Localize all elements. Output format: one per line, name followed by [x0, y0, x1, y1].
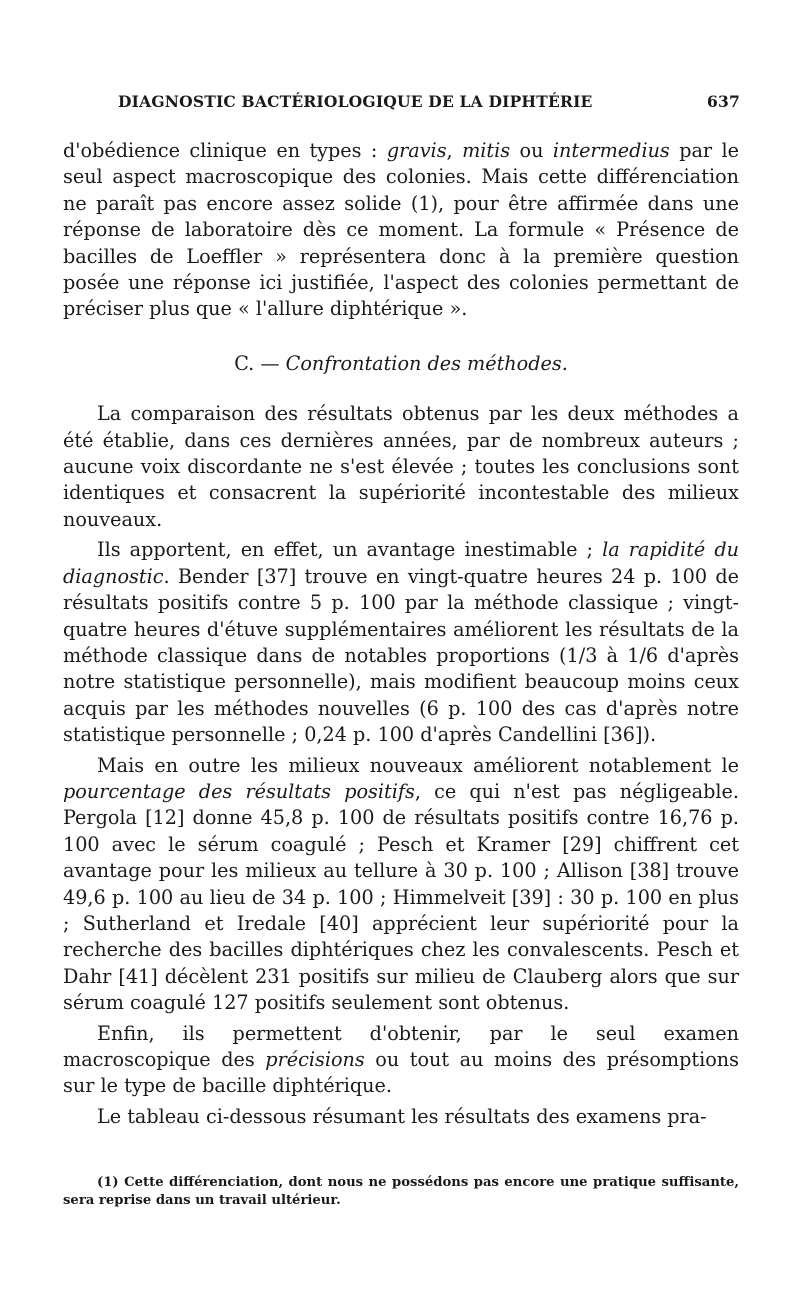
footnote: (1) Cette différenciation, dont nous ne possédons pas encore une pratique suffisante, sera reprise dans un travail ultérieur. — [63, 1175, 739, 1208]
page-number: 637 — [707, 92, 740, 111]
section-heading: C. — Confrontation des méthodes. — [234, 351, 568, 375]
paragraph-continuation: d'obédience clinique en types : gravis, mitis ou intermedius par le seul aspect macroscopique des colonies. Mais cette différenciation ne paraît pas encore assez solide (1), pour être affirmée dans une réponse de laboratoire dès ce moment. La formule « Présence de bacilles de Loeffler » représentera donc à la première question posée une réponse ici justifiée, l'aspect des colonies permettant de préciser plus que « l'allure diphtérique ». — [63, 139, 740, 321]
running-head-title: DIAGNOSTIC BACTÉRIOLOGIQUE DE LA DIPHTÉRIE — [118, 92, 593, 111]
paragraph-precisions: Enfin, ils permettent d'obtenir, par le seul examen macroscopique des précisions ou tout au moins des présomptions sur le type de bacille diphtérique. — [63, 1021, 739, 1098]
paragraph-table-intro: Le tableau ci-dessous résumant les résultats des examens pra- — [97, 1104, 707, 1128]
running-head — [118, 92, 740, 116]
body-text — [63, 138, 739, 1130]
paragraph-percentage: Mais en outre les milieux nouveaux améliorent notablement le pourcentage des résultats positifs, ce qui n'est pas négligeable. Pergola [12] donne 45,8 p. 100 de résultats positifs contre 16,76 p. 100 avec le sérum coagulé ; Pesch et Kramer [29] chiffrent cet avantage pour les milieux au tellure à 30 p. 100 ; Allison [38] trouve 49,6 p. 100 au lieu de 34 p. 100 ; Himmelveit [39] : 30 p. 100 en plus ; Sutherland et Iredale [40] apprécient leur supériorité pour la recherche des bacilles diphtériques chez les convalescents. Pesch et Dahr [41] décèlent 231 positifs sur milieu de Clauberg alors que sur sérum coagulé 127 positifs seulement sont obtenus. — [63, 753, 739, 1015]
paragraph-rapidity: Ils apportent, en effet, un avantage inestimable ; la rapidité du diagnostic. Bender [37] trouve en vingt-quatre heures 24 p. 100 de résultats positifs contre 5 p. 100 par la méthode classique ; vingt-quatre heures d'étuve supplémentaires améliorent les résultats de la méthode classique dans de notables proportions (1/3 à 1/6 d'après notre statistique personnelle), mais modifient beaucoup moins ceux acquis par les méthodes nouvelles (6 p. 100 des cas d'après notre statistique personnelle ; 0,24 p. 100 d'après Candellini [36]). — [63, 538, 739, 747]
paragraph-comparison: La comparaison des résultats obtenus par les deux méthodes a été établie, dans ces dernières années, par de nombreux auteurs ; aucune voix discordante ne s'est élevée ; toutes les conclusions sont identiques et consacrent la supériorité incontestable des milieux nouveaux. — [63, 402, 739, 531]
